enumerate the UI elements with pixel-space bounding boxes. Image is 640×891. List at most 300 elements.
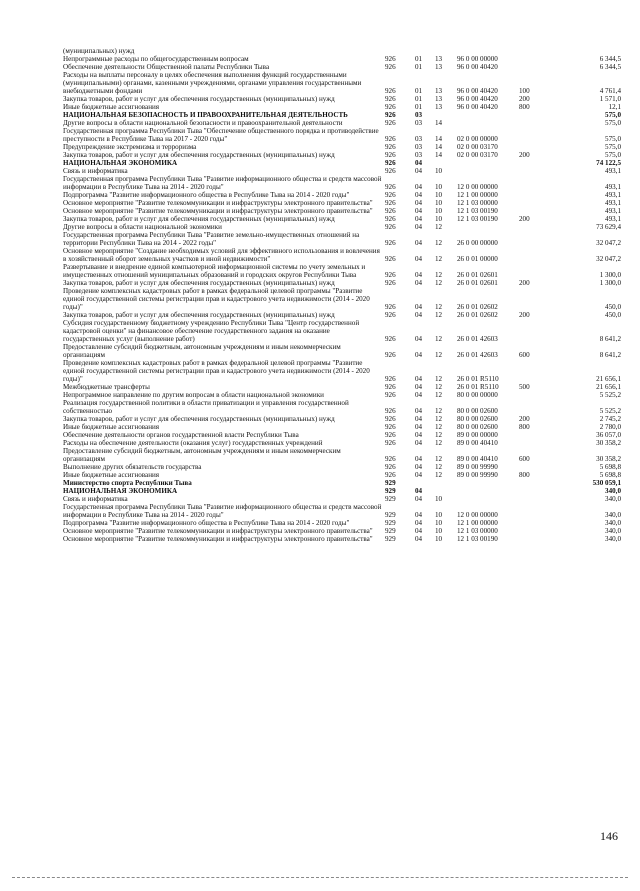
row-code-cell: [415, 47, 435, 55]
row-amount-cell: 73 629,4: [596, 223, 621, 231]
row-code-cell: 12: [435, 471, 443, 479]
row-code-cell: 600: [519, 455, 530, 463]
row-code-cell: 26 0 01 42603: [457, 335, 498, 343]
row-code-cell: 926: [385, 143, 396, 151]
row-code-cell: [519, 495, 551, 503]
table-section-row: [63, 159, 621, 167]
row-code-cell: 04: [415, 335, 423, 343]
row-code-cell: [519, 359, 551, 383]
row-code-cell: 200: [519, 151, 530, 159]
row-code-cell: 80 0 00 02600: [457, 423, 498, 431]
row-code-cell: 96 0 00 40420: [457, 95, 498, 103]
row-code-cell: 13: [435, 95, 443, 103]
table-row: [63, 431, 621, 439]
table-row: [63, 415, 621, 423]
row-code-cell: 200: [519, 415, 530, 423]
row-code-cell: 12: [435, 255, 443, 263]
row-name-cell: Министерство спорта Республики Тыва: [63, 479, 192, 487]
row-code-cell: 10: [435, 527, 443, 535]
row-code-cell: [519, 391, 551, 399]
row-code-cell: 200: [519, 215, 530, 223]
row-code-cell: [519, 479, 551, 487]
row-name-cell: Субсидия государственному бюджетному учреждению Республики Тыва "Центр государственной кадастровой оценки" на финансовое обеспечение государственного задания на оказание государственных услуг (выполнение работ): [63, 319, 360, 343]
row-code-cell: 89 0 00 99990: [457, 463, 498, 471]
row-code-cell: [519, 439, 551, 447]
row-amount-cell: 5 698,8: [599, 463, 621, 471]
row-code-cell: 04: [415, 495, 423, 503]
row-name-cell: Закупка товаров, работ и услуг для обеспечения государственных (муниципальных) нужд: [63, 215, 335, 223]
row-code-cell: 89 0 00 40410: [457, 455, 498, 463]
row-code-cell: 926: [385, 439, 396, 447]
row-code-cell: 12 1 03 00000: [457, 527, 498, 535]
table-section-row: [63, 487, 621, 495]
table-row: [63, 47, 621, 55]
row-name-cell: Непрограммное направление по другим вопросам в области национальной экономики: [63, 391, 324, 399]
row-code-cell: 926: [385, 303, 396, 311]
row-code-cell: 03: [415, 111, 423, 119]
table-row: [63, 55, 621, 63]
row-code-cell: 926: [385, 415, 396, 423]
row-amount-cell: 340,0: [605, 535, 621, 543]
row-amount-cell: 30 358,2: [596, 439, 621, 447]
row-code-cell: [519, 55, 551, 63]
row-code-cell: [519, 167, 551, 175]
row-code-cell: 12 1 03 00190: [457, 207, 498, 215]
row-code-cell: 800: [519, 103, 530, 111]
row-code-cell: [519, 527, 551, 535]
row-amount-cell: 493,1: [605, 183, 621, 191]
row-amount-cell: 575,0: [605, 119, 621, 127]
row-code-cell: 12: [435, 431, 443, 439]
row-name-cell: НАЦИОНАЛЬНАЯ ЭКОНОМИКА: [63, 159, 178, 167]
row-code-cell: 04: [415, 511, 423, 519]
row-code-cell: 12 0 00 00000: [457, 183, 498, 191]
row-code-cell: [519, 247, 551, 263]
row-amount-cell: 5 525,2: [599, 407, 621, 415]
row-code-cell: 04: [415, 431, 423, 439]
row-code-cell: 04: [415, 191, 423, 199]
row-amount-cell: 8 641,2: [599, 335, 621, 343]
row-code-cell: 10: [435, 191, 443, 199]
row-code-cell: 926: [385, 351, 396, 359]
row-code-cell: 04: [415, 423, 423, 431]
row-code-cell: [519, 319, 551, 343]
table-row: [63, 95, 621, 103]
row-code-cell: 01: [415, 103, 423, 111]
row-code-cell: 200: [519, 279, 530, 287]
row-code-cell: 926: [385, 223, 396, 231]
row-code-cell: 04: [415, 519, 423, 527]
row-name-cell: Подпрограмма "Развитие информационного общества в Республике Тыва на 2014 - 2020 годы": [63, 191, 350, 199]
table-row: [63, 231, 621, 247]
row-code-cell: [457, 487, 519, 495]
row-code-cell: 96 0 00 00000: [457, 55, 498, 63]
row-amount-cell: 493,1: [605, 207, 621, 215]
table-row: [63, 423, 621, 431]
row-code-cell: 03: [415, 151, 423, 159]
row-code-cell: 12: [435, 415, 443, 423]
row-name-cell: Расходы на выплаты персоналу в целях обеспечения выполнения функций государственными (муниципальными) органами, казенными учреждениями, органами управления государственными внебюджетными фондами: [63, 71, 362, 95]
row-code-cell: 926: [385, 199, 396, 207]
table-row: [63, 247, 621, 263]
row-code-cell: 26 0 01 02602: [457, 303, 498, 311]
row-code-cell: 96 0 00 40420: [457, 87, 498, 95]
table-row: [63, 215, 621, 223]
row-code-cell: 12: [435, 279, 443, 287]
row-name-cell: Межбюджетные трансферты: [63, 383, 150, 391]
row-code-cell: 12: [435, 391, 443, 399]
row-code-cell: 926: [385, 119, 396, 127]
row-amount-cell: 1 300,0: [599, 271, 621, 279]
table-row: [63, 279, 621, 287]
row-code-cell: 04: [415, 415, 423, 423]
row-code-cell: [457, 167, 519, 175]
row-code-cell: [519, 175, 551, 191]
row-name-cell: Расходы на обеспечение деятельности (оказания услуг) государственных учреждений: [63, 439, 323, 447]
row-code-cell: 04: [415, 167, 423, 175]
row-name-cell: Закупка товаров, работ и услуг для обеспечения государственных (муниципальных) нужд: [63, 279, 335, 287]
row-code-cell: 01: [415, 63, 423, 71]
row-code-cell: 926: [385, 151, 396, 159]
row-code-cell: [519, 199, 551, 207]
row-amount-cell: 340,0: [605, 495, 621, 503]
row-code-cell: 04: [415, 279, 423, 287]
row-code-cell: [519, 47, 551, 55]
row-amount-cell: 575,0: [605, 111, 621, 119]
table-section-row: [63, 111, 621, 119]
row-code-cell: [385, 47, 415, 55]
row-name-cell: Предоставление субсидий бюджетным, автономным учреждениям и иным некоммерческим организациям: [63, 447, 341, 463]
row-code-cell: [519, 191, 551, 199]
row-name-cell: Обеспечение деятельности Общественной палаты Республики Тыва: [63, 63, 270, 71]
row-code-cell: 04: [415, 527, 423, 535]
table-row: [63, 167, 621, 175]
row-code-cell: 926: [385, 87, 396, 95]
table-row: [63, 63, 621, 71]
row-code-cell: 89 0 00 00000: [457, 431, 498, 439]
row-code-cell: 12: [435, 407, 443, 415]
row-amount-cell: 5 698,8: [599, 471, 621, 479]
row-code-cell: [519, 535, 551, 543]
row-code-cell: 04: [415, 159, 423, 167]
row-code-cell: 10: [435, 183, 443, 191]
row-code-cell: 04: [415, 311, 423, 319]
row-code-cell: 929: [385, 487, 396, 495]
row-code-cell: [457, 479, 519, 487]
row-code-cell: [457, 111, 519, 119]
row-code-cell: 926: [385, 167, 396, 175]
row-code-cell: 926: [385, 207, 396, 215]
row-code-cell: 12 1 03 00000: [457, 199, 498, 207]
row-amount-cell: [551, 47, 621, 55]
row-code-cell: 96 0 00 40420: [457, 103, 498, 111]
row-code-cell: 10: [435, 519, 443, 527]
row-name-cell: НАЦИОНАЛЬНАЯ ЭКОНОМИКА: [63, 487, 178, 495]
row-code-cell: 926: [385, 271, 396, 279]
table-row: [63, 311, 621, 319]
row-name-cell: НАЦИОНАЛЬНАЯ БЕЗОПАСНОСТЬ И ПРАВООХРАНИТЕЛЬНАЯ ДЕЯТЕЛЬНОСТЬ: [63, 111, 348, 119]
row-amount-cell: 21 656,1: [596, 383, 621, 391]
row-code-cell: [519, 143, 551, 151]
row-code-cell: 926: [385, 183, 396, 191]
row-code-cell: 14: [435, 143, 443, 151]
row-code-cell: 12: [435, 311, 443, 319]
row-code-cell: 926: [385, 239, 396, 247]
row-name-cell: Государственная программа Республики Тыва "Развитие информационного общества и средств массовой информации в Республике Тыва на 2014 - 2020 годы": [63, 503, 382, 519]
table-row: [63, 463, 621, 471]
row-name-cell: Закупка товаров, работ и услуг для обеспечения государственных (муниципальных) нужд: [63, 311, 335, 319]
row-name-cell: Государственная программа Республики Тыва "Развитие земельно-имущественных отношений на территории Республики Тыва на 2014 - 2022 годы": [63, 231, 360, 247]
row-amount-cell: 575,0: [605, 143, 621, 151]
budget-table: [63, 47, 621, 543]
row-amount-cell: 493,1: [605, 199, 621, 207]
row-amount-cell: 2 780,0: [599, 423, 621, 431]
row-code-cell: [457, 223, 519, 231]
row-code-cell: 12 1 00 00000: [457, 191, 498, 199]
row-name-cell: Иные бюджетные ассигнования: [63, 423, 160, 431]
row-code-cell: 10: [435, 495, 443, 503]
table-row: [63, 399, 621, 415]
row-code-cell: 80 0 00 02600: [457, 415, 498, 423]
table-row: [63, 263, 621, 279]
row-name-cell: Другие вопросы в области национальной экономики: [63, 223, 222, 231]
row-code-cell: 04: [415, 439, 423, 447]
row-code-cell: 96 0 00 40420: [457, 63, 498, 71]
row-code-cell: 12 1 03 00190: [457, 535, 498, 543]
row-code-cell: 12: [435, 223, 443, 231]
row-code-cell: 10: [435, 535, 443, 543]
row-amount-cell: 32 047,2: [596, 255, 621, 263]
table-row: [63, 319, 621, 343]
table-row: [63, 71, 621, 95]
row-name-cell: Закупка товаров, работ и услуг для обеспечения государственных (муниципальных) нужд: [63, 151, 335, 159]
row-code-cell: 926: [385, 255, 396, 263]
row-code-cell: 26 0 00 00000: [457, 239, 498, 247]
row-code-cell: 926: [385, 63, 396, 71]
row-amount-cell: 575,0: [605, 151, 621, 159]
row-code-cell: 03: [415, 119, 423, 127]
row-code-cell: 926: [385, 135, 396, 143]
row-code-cell: 26 0 01 R5110: [457, 375, 499, 383]
row-amount-cell: 493,1: [605, 167, 621, 175]
row-code-cell: [519, 519, 551, 527]
row-code-cell: 12: [435, 271, 443, 279]
row-code-cell: 926: [385, 95, 396, 103]
row-code-cell: 13: [435, 55, 443, 63]
row-code-cell: 200: [519, 95, 530, 103]
row-amount-cell: 493,1: [605, 215, 621, 223]
table-row: [63, 535, 621, 543]
row-code-cell: 926: [385, 407, 396, 415]
row-amount-cell: 450,0: [605, 303, 621, 311]
row-name-cell: Предупреждение экстремизма и терроризма: [63, 143, 197, 151]
row-amount-cell: 21 656,1: [596, 375, 621, 383]
row-name-cell: Проведение комплексных кадастровых работ в рамках федеральной целевой программы "Развитие единой государственной системы регистрации прав и кадастрового учета недвижимости (2014 - 2020 годы)": [63, 359, 370, 383]
row-amount-cell: 74 122,5: [596, 159, 621, 167]
row-code-cell: 12: [435, 335, 443, 343]
row-amount-cell: 340,0: [605, 511, 621, 519]
row-code-cell: 929: [385, 511, 396, 519]
row-code-cell: 926: [385, 55, 396, 63]
row-amount-cell: 340,0: [605, 527, 621, 535]
row-code-cell: 200: [519, 311, 530, 319]
row-amount-cell: 30 358,2: [596, 455, 621, 463]
footer-dashed-line: [12, 877, 628, 878]
row-code-cell: [457, 47, 519, 55]
row-code-cell: 14: [435, 119, 443, 127]
row-code-cell: 929: [385, 527, 396, 535]
row-code-cell: 26 0 01 42603: [457, 351, 498, 359]
row-name-cell: Развертывание и внедрение единой компьютерной информационной системы по учету земельных и имущественных отношений муниципальных образований и городских округов Республики Тыва: [63, 263, 366, 279]
row-code-cell: 800: [519, 423, 530, 431]
row-name-cell: Основное мероприятие "Развитие телекоммуникации и инфраструктуры электронного правительства": [63, 535, 373, 543]
row-code-cell: 12 1 03 00190: [457, 215, 498, 223]
row-amount-cell: 340,0: [605, 519, 621, 527]
row-code-cell: 100: [519, 87, 530, 95]
row-code-cell: [435, 487, 457, 495]
row-code-cell: 04: [415, 199, 423, 207]
row-code-cell: 04: [415, 255, 423, 263]
row-name-cell: Основное мероприятие "Развитие телекоммуникации и инфраструктуры электронного правительства": [63, 207, 373, 215]
row-code-cell: [519, 431, 551, 439]
row-code-cell: 04: [415, 183, 423, 191]
row-code-cell: 926: [385, 335, 396, 343]
table-row: [63, 503, 621, 519]
row-code-cell: 02 0 00 03170: [457, 143, 498, 151]
row-code-cell: 926: [385, 311, 396, 319]
page-number: 146: [600, 829, 618, 843]
row-code-cell: [519, 111, 551, 119]
row-code-cell: 26 0 01 02601: [457, 271, 498, 279]
table-row: [63, 127, 621, 143]
row-code-cell: 926: [385, 423, 396, 431]
row-amount-cell: 1 300,0: [599, 279, 621, 287]
row-code-cell: 04: [415, 303, 423, 311]
row-code-cell: 01: [415, 87, 423, 95]
row-code-cell: 10: [435, 511, 443, 519]
row-code-cell: 13: [435, 63, 443, 71]
table-row: [63, 199, 621, 207]
row-name-cell: Проведение комплексных кадастровых работ в рамках федеральной целевой программы "Развитие единой государственной системы регистрации прав и кадастрового учета недвижимости (2014 - 2020 годы)": [63, 287, 370, 311]
table-row: [63, 359, 621, 383]
row-code-cell: 89 0 00 40410: [457, 439, 498, 447]
row-name-cell: Предоставление субсидий бюджетным, автономным учреждениям и иным некоммерческим организациям: [63, 343, 341, 359]
row-code-cell: [519, 63, 551, 71]
row-code-cell: [519, 119, 551, 127]
table-row: [63, 223, 621, 231]
row-code-cell: 926: [385, 159, 396, 167]
row-code-cell: 03: [415, 135, 423, 143]
row-code-cell: 04: [415, 471, 423, 479]
row-code-cell: [519, 207, 551, 215]
row-code-cell: 926: [385, 375, 396, 383]
table-row: [63, 527, 621, 535]
row-amount-cell: 5 525,2: [599, 391, 621, 399]
table-row: [63, 391, 621, 399]
row-code-cell: [519, 231, 551, 247]
table-row: [63, 191, 621, 199]
row-code-cell: 04: [415, 487, 423, 495]
row-code-cell: 04: [415, 407, 423, 415]
row-code-cell: 04: [415, 239, 423, 247]
row-code-cell: 926: [385, 455, 396, 463]
row-name-cell: Другие вопросы в области национальной безопасности и правоохранительной деятельности: [63, 119, 343, 127]
table-row: [63, 439, 621, 447]
row-code-cell: 04: [415, 535, 423, 543]
row-code-cell: [519, 287, 551, 311]
row-code-cell: 12: [435, 383, 443, 391]
row-code-cell: 926: [385, 391, 396, 399]
row-amount-cell: 1 571,0: [599, 95, 621, 103]
row-code-cell: 926: [385, 471, 396, 479]
row-code-cell: 26 0 01 02602: [457, 311, 498, 319]
budget-table-body: [63, 47, 621, 543]
row-code-cell: 500: [519, 383, 530, 391]
row-code-cell: [519, 503, 551, 519]
table-row: [63, 119, 621, 127]
row-name-cell: (муниципальных) нужд: [63, 47, 135, 55]
row-amount-cell: 32 047,2: [596, 239, 621, 247]
row-code-cell: 12: [435, 351, 443, 359]
row-amount-cell: 6 344,5: [599, 63, 621, 71]
row-name-cell: Государственная программа Республики Тыва "Развитие информационного общества и средств массовой информации в Республике Тыва на 2014 - 2020 годы": [63, 175, 382, 191]
table-row: [63, 103, 621, 111]
row-code-cell: 926: [385, 215, 396, 223]
row-amount-cell: 575,0: [605, 135, 621, 143]
row-amount-cell: 450,0: [605, 311, 621, 319]
row-code-cell: [435, 159, 457, 167]
row-code-cell: 12: [435, 423, 443, 431]
row-amount-cell: 2 745,2: [599, 415, 621, 423]
row-name-cell: Обеспечение деятельности органов государственной власти Республики Тыва: [63, 431, 299, 439]
row-code-cell: 926: [385, 279, 396, 287]
row-name-cell: Основное мероприятие "Развитие телекоммуникации и инфраструктуры электронного правительства": [63, 527, 373, 535]
table-section-row: [63, 479, 621, 487]
row-code-cell: 929: [385, 535, 396, 543]
row-code-cell: 01: [415, 95, 423, 103]
row-code-cell: 14: [435, 135, 443, 143]
row-code-cell: 04: [415, 271, 423, 279]
row-code-cell: 04: [415, 223, 423, 231]
row-name-cell: Основное мероприятие "Развитие телекоммуникации и инфраструктуры электронного правительства": [63, 199, 373, 207]
row-amount-cell: 340,0: [605, 487, 621, 495]
row-code-cell: 10: [435, 207, 443, 215]
row-name-cell: Иные бюджетные ассигнования: [63, 103, 160, 111]
row-code-cell: 89 0 00 99990: [457, 471, 498, 479]
table-row: [63, 207, 621, 215]
row-code-cell: 600: [519, 351, 530, 359]
row-name-cell: Выполнение других обязательств государства: [63, 463, 202, 471]
row-amount-cell: 8 641,2: [599, 351, 621, 359]
row-code-cell: [519, 159, 551, 167]
row-code-cell: 926: [385, 431, 396, 439]
row-name-cell: Непрограммные расходы по общегосударственным вопросам: [63, 55, 249, 63]
row-code-cell: 13: [435, 87, 443, 95]
row-code-cell: 12: [435, 239, 443, 247]
row-code-cell: [519, 263, 551, 279]
row-code-cell: 01: [415, 55, 423, 63]
row-code-cell: 04: [415, 375, 423, 383]
row-code-cell: 14: [435, 151, 443, 159]
table-row: [63, 447, 621, 463]
row-name-cell: Связь и информатика: [63, 167, 128, 175]
row-code-cell: 926: [385, 103, 396, 111]
row-code-cell: 04: [415, 391, 423, 399]
table-row: [63, 287, 621, 311]
row-code-cell: 04: [415, 383, 423, 391]
row-code-cell: 10: [435, 167, 443, 175]
table-row: [63, 495, 621, 503]
